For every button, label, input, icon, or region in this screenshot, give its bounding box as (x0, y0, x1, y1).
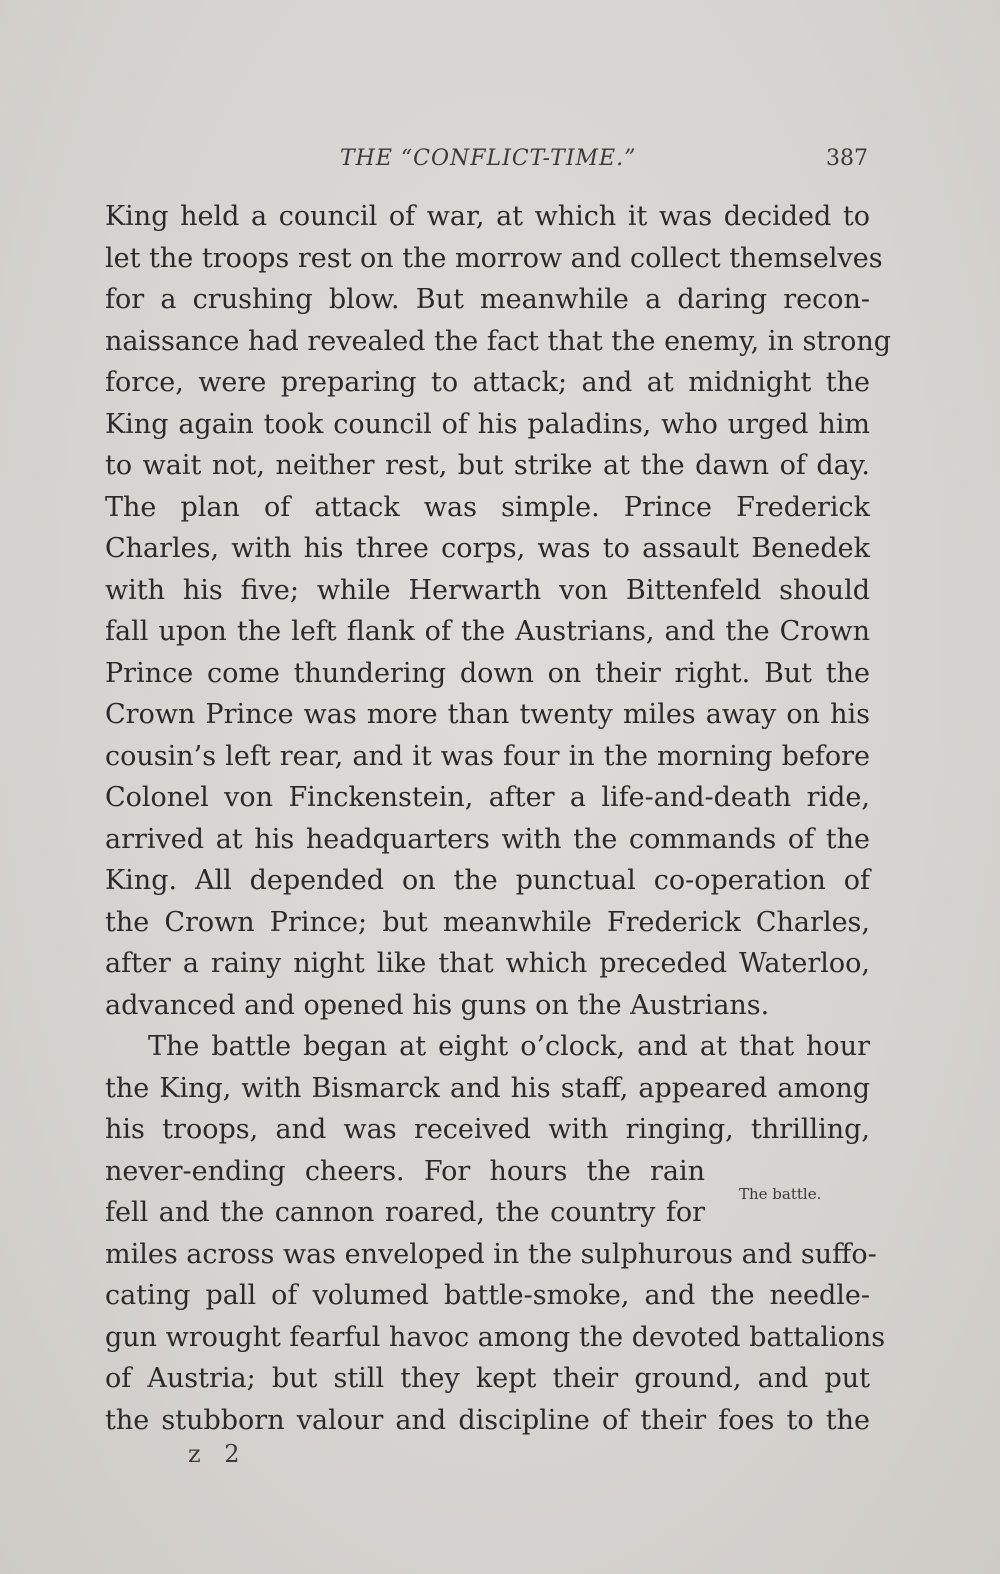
text-line: The plan of attack was simple. Prince Frederick (105, 491, 870, 523)
text-line: force, were preparing to attack; and at midnight the (105, 367, 870, 398)
text-line: King again took council of his paladins, who urged him (105, 408, 870, 440)
text-line: to wait not, neither rest, but strike at the dawn of day. (105, 450, 870, 481)
text-line: King. All depended on the punctual co-operation of (105, 865, 870, 896)
text-line: fall upon the left flank of the Austrians, and the Crown (105, 616, 870, 647)
text-line: the Crown Prince; but meanwhile Frederick Charles, (105, 906, 870, 938)
text-line: Prince come thundering down on their right. But the (105, 657, 870, 689)
body-text (105, 196, 891, 1441)
text-line: miles across was enveloped in the sulphurous and suffo- (105, 1238, 877, 1270)
text-line: after a rainy night like that which preceded Waterloo, (105, 948, 870, 979)
text-line: cousin’s left rear, and it was four in the morning before (105, 740, 870, 772)
text-line: the stubborn valour and discipline of their foes to the (105, 1404, 870, 1436)
text-line: for a crushing blow. But meanwhile a daring recon- (105, 284, 870, 315)
text-line: his troops, and was received with ringing, thrilling, (105, 1114, 870, 1145)
text-line: Crown Prince was more than twenty miles away on his (105, 699, 870, 730)
text-line: gun wrought fearful havoc among the devoted battalions (105, 1321, 886, 1353)
paragraph-first-line: The battle began at eight o’clock, and at that hour (148, 1031, 870, 1062)
running-head (0, 146, 1000, 176)
text-line: cating pall of volumed battle-smoke, and the needle- (105, 1280, 870, 1311)
marginal-note: The battle. (739, 1185, 822, 1203)
text-line: naissance had revealed the fact that the enemy, in strong (105, 325, 891, 357)
text-line: let the troops rest on the morrow and collect themselves (105, 242, 883, 274)
text-line: with his five; while Herwarth von Bittenfeld should (105, 574, 870, 606)
text-line: never-ending cheers. For hours the rain (105, 1155, 705, 1187)
text-line: fell and the cannon roared, the country for (105, 1197, 705, 1228)
text-line: Colonel von Finckenstein, after a life-and-death ride, (105, 782, 870, 813)
text-line: of Austria; but still they kept their ground, and put (105, 1363, 870, 1394)
text-line: advanced and opened his guns on the Austrians. (105, 989, 770, 1021)
text-line: the King, with Bismarck and his staff, appeared among (105, 1072, 870, 1104)
text-line: Charles, with his three corps, was to assault Benedek (105, 533, 870, 564)
text-line: King held a council of war, at which it was decided to (105, 201, 870, 232)
signature-mark: z 2 (188, 1440, 248, 1468)
running-title: THE “CONFLICT-TIME.” (340, 146, 637, 171)
text-line: arrived at his headquarters with the commands of the (105, 823, 870, 855)
page-number: 387 (826, 146, 868, 171)
